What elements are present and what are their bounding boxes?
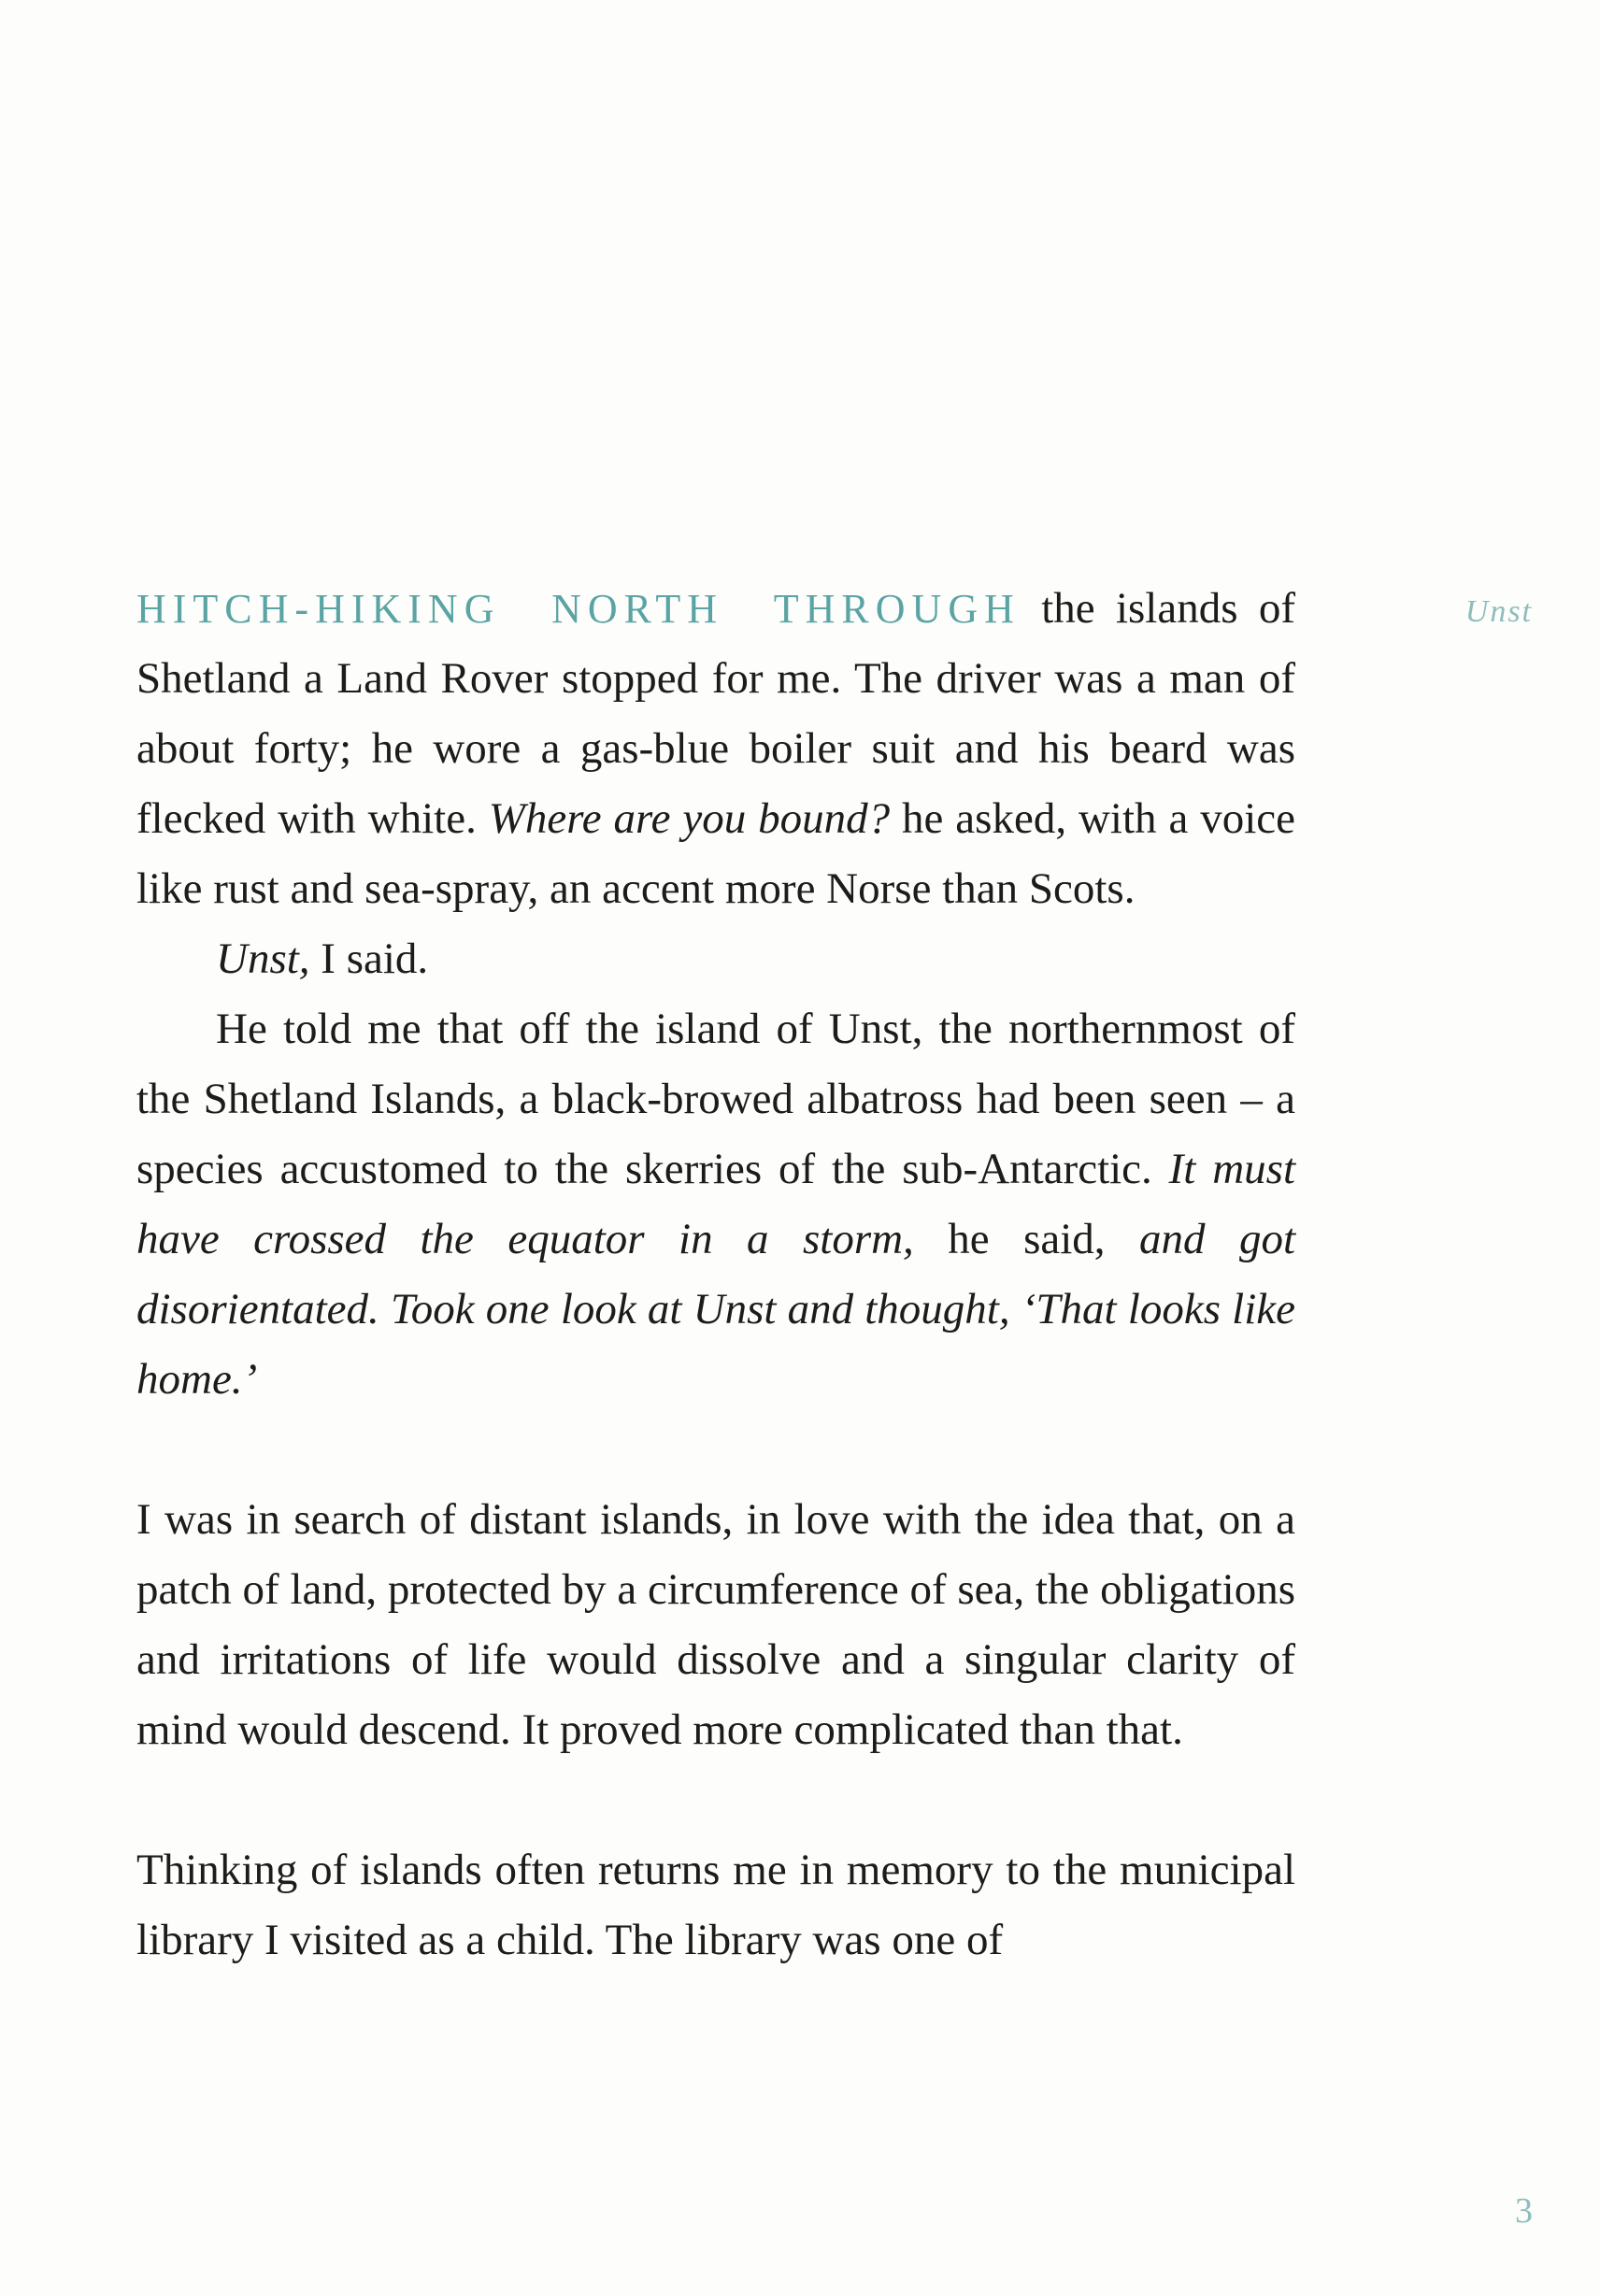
paragraph-3-italic-b: and got disorientated. Took one look at Unst and thought, ‘That looks like home.’: [136, 1215, 1296, 1404]
body-text: [136, 574, 1295, 1975]
paragraph-4: [136, 1485, 1295, 1765]
paragraph-5-text: Thinking of islands often returns me in memory to the municipal library I visited as a child. The library was one of: [136, 1846, 1295, 1964]
paragraph-2-italic: Unst,: [216, 934, 310, 983]
section-break: [136, 1415, 1295, 1485]
opening-small-caps: HITCH-HIKING NORTH THROUGH: [136, 586, 1021, 632]
paragraph-5: [136, 1835, 1295, 1975]
paragraph-3: [136, 994, 1295, 1415]
paragraph-2-text: I said.: [309, 934, 429, 983]
paragraph-4-text: I was in search of distant islands, in love with the idea that, on a patch of land, protected by a circumference of sea, the obligations and irritations of life would dissolve and a singular clarity of mind would descend. It proved more complicated than that.: [136, 1495, 1295, 1754]
paragraph-3-text-b: he said,: [913, 1215, 1139, 1263]
section-break: [136, 1765, 1295, 1835]
paragraph-1-text-b: he asked, with a voice like rust and sea-spray, an accent more Norse than Scots.: [136, 794, 1295, 913]
paragraph-3-text-a: He told me that off the island of Unst, the northernmost of the Shetland Islands, a black-browed albatross had been seen – a species accustomed to the skerries of the sub-Antarctic.: [136, 1005, 1295, 1193]
running-head: Unst: [1464, 594, 1533, 629]
page-number: 3: [1515, 2191, 1533, 2231]
paragraph-1-italic-a: Where are you bound?: [488, 794, 891, 843]
paragraph-3-italic-a: It must have crossed the equator in a storm,: [136, 1145, 1296, 1263]
paragraph-1: [136, 574, 1295, 924]
paragraph-2: [136, 924, 1295, 994]
paragraph-1-text-a: the islands of Shetland a Land Rover stopped for me. The driver was a man of about forty; he wore a gas-blue boiler suit and his beard was flecked with white.: [136, 584, 1295, 843]
